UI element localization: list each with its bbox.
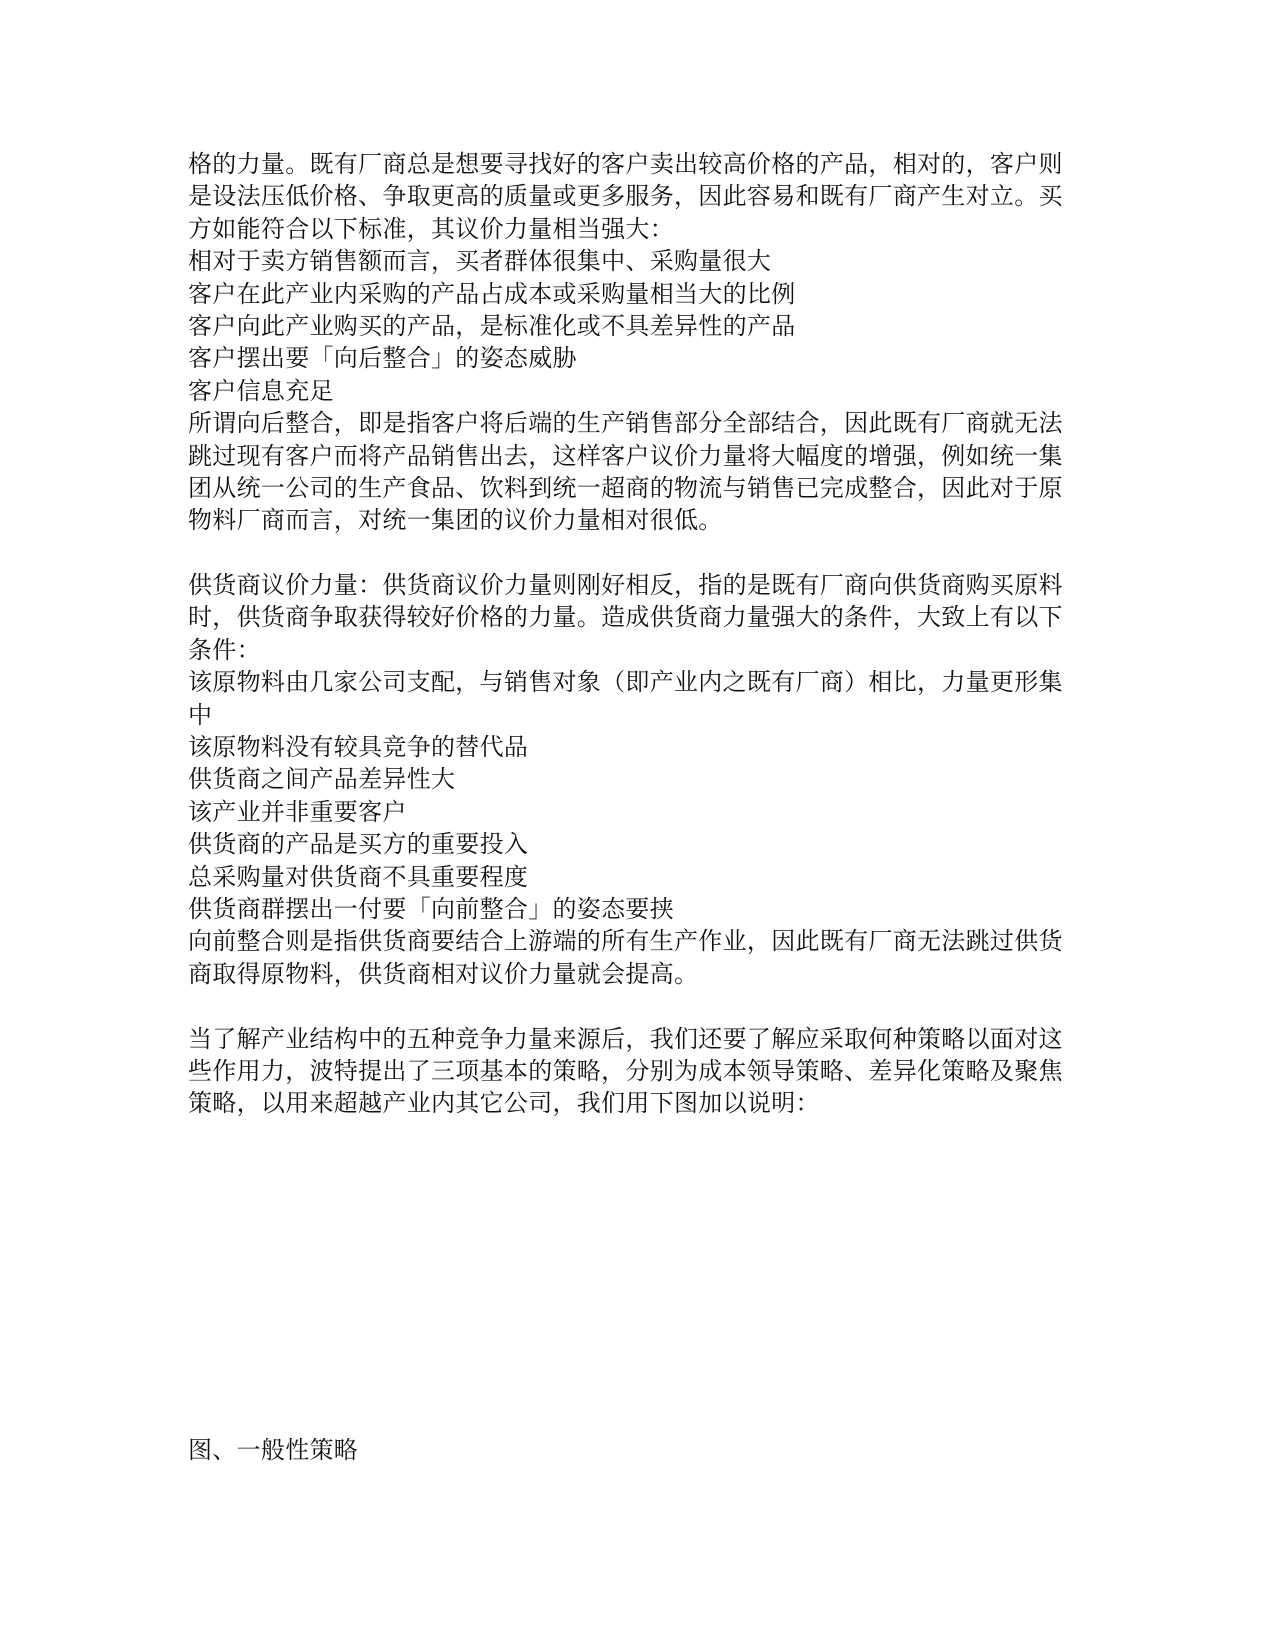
paragraph-line: 商取得原物料，供货商相对议价力量就会提高。 — [188, 959, 699, 988]
paragraph-spacer — [188, 537, 1086, 569]
list-item: 相对于卖方销售额而言，买者群体很集中、采购量很大 — [188, 247, 772, 276]
paragraph-supplier-power — [188, 569, 1086, 666]
list-item: 客户摆出要「向后整合」的姿态威胁 — [188, 344, 577, 373]
figure-placeholder — [188, 1130, 1086, 1430]
paragraph-line: 所谓向后整合，即是指客户将后端的生产销售部分全部结合，因此既有厂商就无法 — [188, 409, 1063, 438]
paragraph-line: 策略，以用来超越产业内其它公司，我们用下图加以说明： — [188, 1089, 820, 1118]
paragraph-buyer-power — [188, 148, 1086, 245]
paragraph-backward-integration — [188, 407, 1086, 537]
paragraph-line: 时，供货商争取获得较好价格的力量。造成供货商力量强大的条件，大致上有以下 — [188, 603, 1063, 632]
paragraph-line: 格的力量。既有厂商总是想要寻找好的客户卖出较高价格的产品，相对的，客户则 — [188, 150, 1063, 178]
paragraph-line: 团从统一公司的生产食品、饮料到统一超商的物流与销售已完成整合，因此对于原 — [188, 473, 1063, 502]
list-item: 客户在此产业内采购的产品占成本或采购量相当大的比例 — [188, 279, 796, 308]
paragraph-line: 条件： — [188, 635, 261, 664]
list-item: 客户向此产业购买的产品，是标准化或不具差异性的产品 — [188, 311, 796, 340]
list-item: 该原物料由几家公司支配，与销售对象（即产业内之既有厂商）相比，力量更形集 — [188, 668, 1063, 697]
paragraph-line: 跳过现有客户而将产品销售出去，这样客户议价力量将大幅度的增强，例如统一集 — [188, 441, 1063, 470]
list-item: 供货商之间产品差异性大 — [188, 765, 456, 794]
paragraph-line: 向前整合则是指供货商要结合上游端的所有生产作业，因此既有厂商无法跳过供货 — [188, 927, 1063, 956]
paragraph-line: 些作用力，波特提出了三项基本的策略，分别为成本领导策略、差异化策略及聚焦 — [188, 1056, 1063, 1085]
list-item: 该产业并非重要客户 — [188, 797, 407, 826]
buyer-conditions-list — [188, 245, 1086, 407]
paragraph-generic-strategies — [188, 1023, 1086, 1120]
list-item: 供货商的产品是买方的重要投入 — [188, 830, 529, 859]
list-item: 总采购量对供货商不具重要程度 — [188, 862, 529, 891]
paragraph-line: 是设法压低价格、争取更高的质量或更多服务，因此容易和既有厂商产生对立。买 — [188, 182, 1063, 211]
paragraph-line: 供货商议价力量：供货商议价力量则刚好相反，指的是既有厂商向供货商购买原料 — [188, 571, 1063, 600]
paragraph-line: 当了解产业结构中的五种竞争力量来源后，我们还要了解应采取何种策略以面对这 — [188, 1024, 1063, 1053]
paragraph-forward-integration — [188, 925, 1086, 990]
figure-caption: 图、一般性策略 — [188, 1436, 359, 1464]
list-item: 该原物料没有较具竞争的替代品 — [188, 733, 529, 762]
paragraph-line: 方如能符合以下标准，其议价力量相当强大： — [188, 214, 674, 243]
paragraph-spacer — [188, 990, 1086, 1022]
document-body — [188, 148, 1086, 1120]
supplier-conditions-list — [188, 666, 1086, 925]
list-item: 供货商群摆出一付要「向前整合」的姿态要挟 — [188, 894, 674, 923]
paragraph-line: 物料厂商而言，对统一集团的议价力量相对很低。 — [188, 506, 723, 535]
list-item: 客户信息充足 — [188, 376, 334, 405]
list-item: 中 — [188, 700, 213, 729]
